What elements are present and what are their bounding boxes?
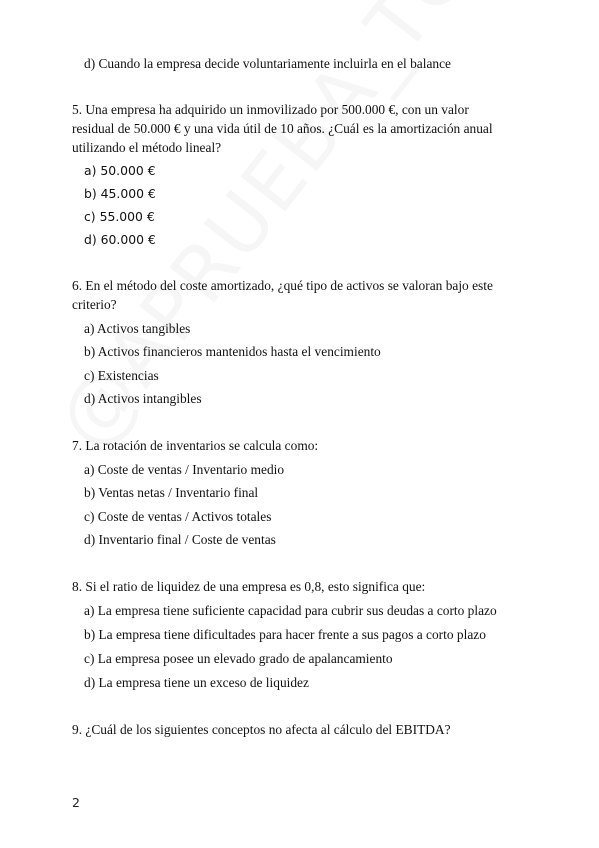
- q5-text-line-2: residual de 50.000 € y una vida útil de 10 años. ¿Cuál es la amortización anual: [72, 121, 493, 136]
- q6-text-line-1: 6. En el método del coste amortizado, ¿qué tipo de activos se valoran bajo este: [72, 278, 493, 293]
- q6-text-line-2: criterio?: [72, 297, 117, 312]
- q5-option-b: b) 45.000 €: [84, 186, 156, 201]
- q7-option-a: a) Coste de ventas / Inventario medio: [84, 462, 285, 477]
- q7-option-c: c) Coste de ventas / Activos totales: [84, 509, 272, 524]
- q8-option-a: a) La empresa tiene suficiente capacidad para cubrir sus deudas a corto plazo: [84, 603, 497, 618]
- q5-option-c: c) 55.000 €: [84, 209, 155, 224]
- q9-text: 9. ¿Cuál de los siguientes conceptos no afecta al cálculo del EBITDA?: [72, 722, 451, 737]
- q7-text: 7. La rotación de inventarios se calcula como:: [72, 438, 319, 453]
- q6-option-b: b) Activos financieros mantenidos hasta el vencimiento: [84, 344, 381, 359]
- q5-text-line-1: 5. Una empresa ha adquirido un inmovilizado por 500.000 €, con un valor: [72, 102, 469, 117]
- q7-option-b: b) Ventas netas / Inventario final: [84, 485, 259, 500]
- q8-option-c: c) La empresa posee un elevado grado de apalancamiento: [84, 651, 393, 666]
- q6-option-a: a) Activos tangibles: [84, 321, 191, 336]
- q5-option-a: a) 50.000 €: [84, 163, 156, 178]
- page-number: 2: [72, 795, 80, 810]
- q6-option-c: c) Existencias: [84, 368, 159, 383]
- q5-option-d: d) 60.000 €: [84, 232, 156, 247]
- q5-text-line-3: utilizando el método lineal?: [72, 140, 222, 155]
- q4-option-d: d) Cuando la empresa decide voluntariamente incluirla en el balance: [84, 56, 451, 71]
- q7-option-d: d) Inventario final / Coste de ventas: [84, 532, 276, 547]
- q6-option-d: d) Activos intangibles: [84, 391, 202, 406]
- q8-option-b: b) La empresa tiene dificultades para hacer frente a sus pagos a corto plazo: [84, 627, 486, 642]
- q8-option-d: d) La empresa tiene un exceso de liquidez: [84, 675, 309, 690]
- q8-text: 8. Si el ratio de liquidez de una empresa es 0,8, esto significa que:: [72, 579, 426, 594]
